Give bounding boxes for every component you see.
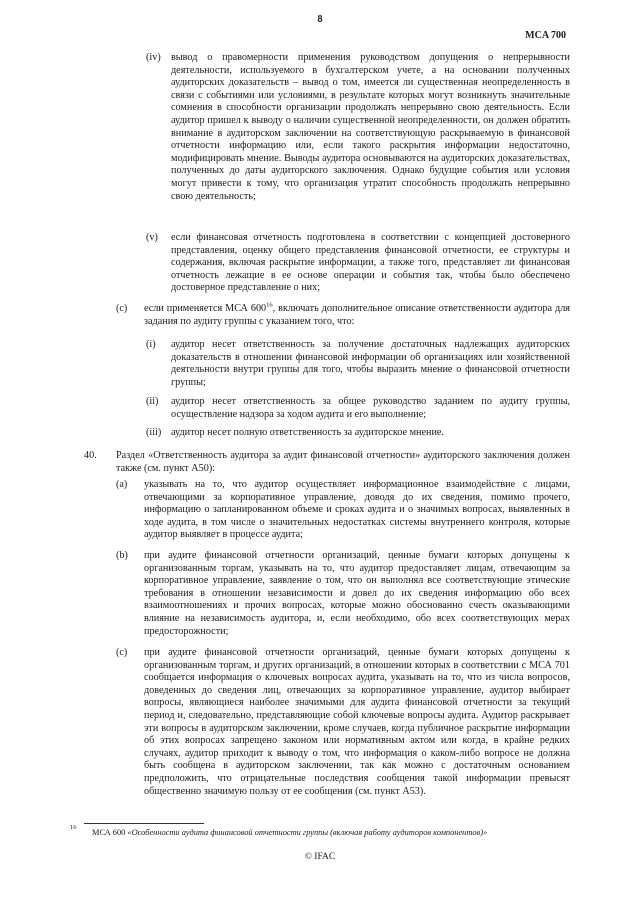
- item-text: [144, 303, 570, 328]
- footnote-text: [92, 828, 487, 837]
- footnote-title: «Особенности аудита финансовой отчетности группы (включая работу аудиторов компонентов)»: [127, 828, 488, 837]
- copyright: © IFAC: [304, 852, 336, 862]
- item-marker: (a): [116, 479, 128, 490]
- item-text: если финансовая отчетность подготовлена в соответствии с концепцией достоверного представления, оценку общего представления финансовой отчетности, ее структуры и содержания, включая раскрытие информации, а также того, представляет ли финансовая отчетность лежащие в ее основе операции и события так, чтобы было обеспечено достоверное представление о них;: [171, 232, 570, 294]
- item-text: указывать на то, что аудитор осуществляет информационное взаимодействие с лицами, отвечающими за корпоративное управление, доводя до их сведения, помимо прочего, информацию о запланированном объеме и сроках аудита и о значимых вопросах, выявленных в ходе аудита, в том числе о значительных недостатках системы внутреннего контроля, которые аудитор выявляет в процессе аудита;: [144, 479, 570, 541]
- page-number: 8: [317, 14, 323, 25]
- list-item-c-key-audit-matters: [116, 647, 570, 798]
- item-text: вывод о правомерности применения руководством допущения о непрерывности деятельности, используемого в бухгалтерском учете, а на основании полученных аудиторских доказательств – вывод о том, имеется ли существенная неопределенность в связи с событиями или условиями, в результате которых могут возникнуть значительные сомнения в способности организации продолжать непрерывно свою деятельность. Если аудитор пришел к выводу о наличии существенной неопределенности, он должен обратить внимание в аудиторском заключении на соответствующую раскрываемую в финансовой отчетности информацию или, если такого раскрытия информации недостаточно, модифицировать мнение. Выводы аудитора основываются на аудиторских доказательствах, полученных до даты аудиторского заключения. Однако будущие события или условия могут привести к тому, что организация утратит способность продолжать непрерывно свою деятельность;: [171, 52, 570, 202]
- list-item-ii: [146, 396, 570, 421]
- item-marker: (ii): [146, 396, 159, 407]
- item-marker: (c): [116, 647, 128, 658]
- item-text: аудитор несет ответственность за общее руководство заданием по аудиту группы, осуществление надзора за ходом аудита и его выполнение;: [171, 396, 570, 420]
- item-text-before: если применяется МСА 600: [144, 303, 267, 314]
- list-item-a-communication: [116, 479, 570, 542]
- footnote-ref: 16: [266, 301, 273, 309]
- list-item-i: [146, 339, 570, 389]
- paragraph-text: Раздел «Ответственность аудитора за аудит финансовой отчетности» аудиторского заключения должен также (см. пункт A50):: [116, 450, 570, 474]
- footnote-number: 16: [70, 824, 77, 831]
- item-text: при аудите финансовой отчетности организаций, ценные бумаги которых допущены к организованным торгам, и других организаций, в отношении которых в соответствии с МСА 701 сообщается информация о ключевых вопросах аудита, указывать на то, что из числа вопросов, доведенных до сведения лиц, отвечающих за корпоративное управление, аудитор выбирает вопросы, являющиеся наиболее значимыми для аудита финансовой отчетности за текущий период и, следовательно, представляющие собой ключевые вопросы аудита. Аудитор раскрывает эти вопросы в аудиторском заключении, кроме случаев, когда публичное раскрытие информации об этих вопросах запрещено законом или нормативным актом или когда, в крайне редких случаях, аудитор приходит к выводу о том, что информация о каком-либо вопросе не должна быть сообщена в аудиторском заключении, так как можно с достаточным основанием предположить, что отрицательные последствия сообщения такой информации превысят общественно значимую пользу от ее сообщения (см. пункт A53).: [144, 647, 570, 797]
- list-item-b-independence: [116, 550, 570, 638]
- list-item-c-group-audit: [116, 303, 570, 328]
- list-item-iv: [146, 52, 570, 252]
- item-text: аудитор несет ответственность за получение достаточных надлежащих аудиторских доказательств в отношении финансовой информации об организациях или хозяйственной деятельности внутри группы для того, чтобы выразить мнение о финансовой отчетности группы;: [171, 339, 570, 388]
- item-marker: (iii): [146, 427, 162, 438]
- footnote-prefix: МСА 600: [92, 828, 128, 837]
- paragraph-40: [84, 450, 570, 475]
- item-marker: (iv): [146, 52, 161, 63]
- item-text: аудитор несет полную ответственность за аудиторское мнение.: [171, 427, 444, 438]
- paragraph-number: 40.: [84, 450, 97, 461]
- list-item-iii: [146, 427, 570, 440]
- footnote-divider: [84, 823, 204, 824]
- item-text: при аудите финансовой отчетности организаций, ценные бумаги которых допущены к организованным торгам, указывать на то, что аудитор предоставляет лицам, отвечающим за корпоративное управление, заявление о том, что он выполнял все соответствующие этические требования в отношении независимости и довел до их сведения информацию обо всех взаимоотношениях и прочих вопросах, которые можно обоснованно счесть оказывающими влияние на независимость аудитора, и, если необходимо, обо всех соответствующих мерах предосторожности;: [144, 550, 570, 637]
- item-text-after: , включать дополнительное описание ответственности аудитора для задания по аудиту группы с указанием того, что:: [144, 303, 570, 327]
- list-item-v: [146, 232, 570, 295]
- item-marker: (b): [116, 550, 128, 561]
- item-marker: (v): [146, 232, 158, 243]
- standard-code: MCA 700: [525, 30, 566, 41]
- item-marker: (c): [116, 303, 128, 314]
- item-marker: (i): [146, 339, 156, 350]
